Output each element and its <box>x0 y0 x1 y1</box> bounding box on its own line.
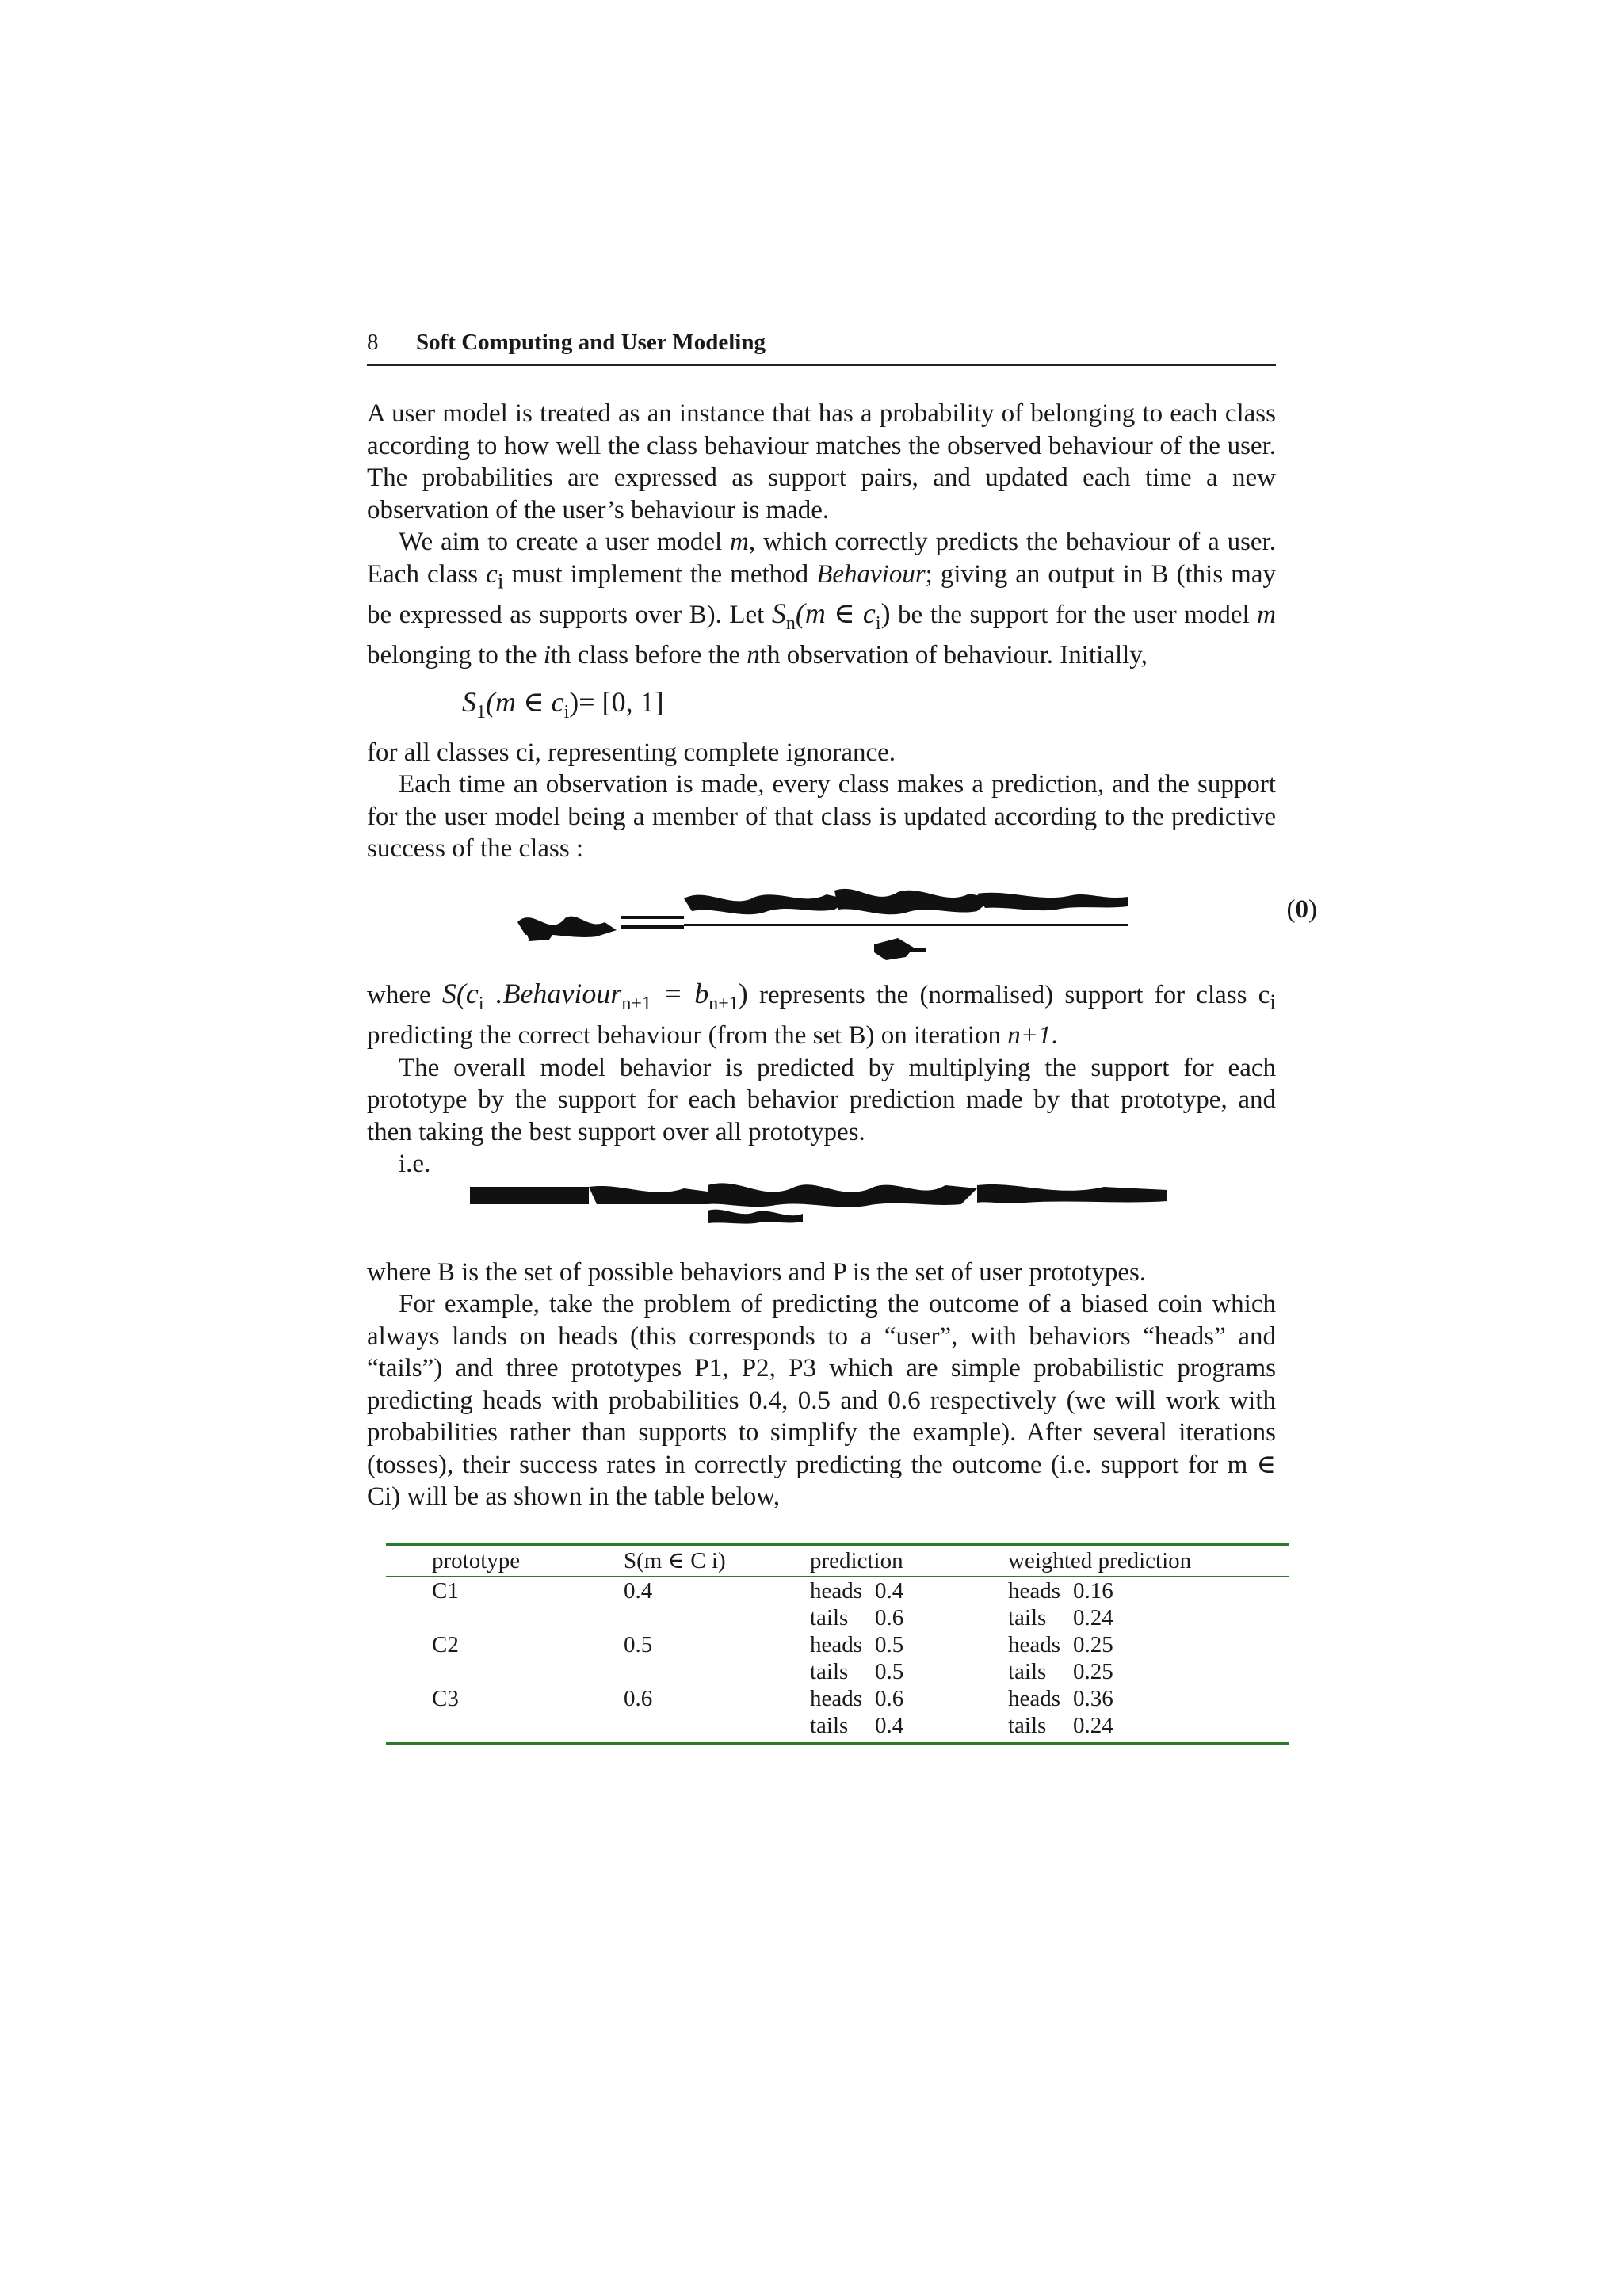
math-paren: (m ∈ c <box>486 685 564 718</box>
cell-prototype: C3 <box>386 1685 624 1744</box>
behavior-label: tails <box>810 1712 849 1738</box>
behavior-label: tails <box>1008 1658 1047 1684</box>
text-run: th class before the <box>550 641 747 670</box>
cell-weighted <box>1008 1577 1289 1631</box>
behavior-value: 0.6 <box>875 1685 904 1711</box>
text-run: where <box>367 980 442 1009</box>
behavior-value: 0.36 <box>1073 1685 1113 1711</box>
math-sub: i <box>1270 989 1276 1014</box>
column-header: prediction <box>810 1544 1008 1577</box>
text-run: represents the (normalised) support for class c <box>747 980 1270 1009</box>
math-sub: n+1 <box>708 993 739 1014</box>
math-paren: (m ∈ c <box>795 597 876 629</box>
behavior-value: 0.24 <box>1073 1604 1113 1630</box>
paragraph-7: where B is the set of possible behaviors and P is the set of user prototypes. <box>367 1257 1147 1287</box>
page-number: 8 <box>367 330 379 355</box>
equation-number: (0) <box>1286 894 1317 924</box>
math-i: i <box>543 641 551 670</box>
header-rule <box>367 364 1276 366</box>
method-name: Behaviour <box>816 559 926 589</box>
math-sub: i <box>875 612 881 634</box>
behavior-value: 0.25 <box>1073 1631 1113 1657</box>
text-run: , which correctly predicts the behaviour of a user. Each class <box>367 528 1276 589</box>
table-row <box>386 1577 1289 1631</box>
paragraph-3: for all classes ci, representing complete ignorance. <box>367 738 896 767</box>
weighted-pair <box>1008 1604 1289 1631</box>
behavior-value: 0.16 <box>1073 1577 1113 1604</box>
math-S: S <box>771 597 786 629</box>
text-run: must implement the method <box>503 559 817 589</box>
equation-update <box>367 870 1317 973</box>
behavior-value: 0.25 <box>1073 1658 1113 1684</box>
math-behaviour: .Behaviour <box>483 977 622 1009</box>
inline-math-support <box>441 977 748 1014</box>
math-m: m <box>730 528 749 556</box>
behavior-label: heads <box>810 1685 863 1711</box>
prototype-table <box>386 1543 1289 1745</box>
equation-initial <box>367 678 1276 726</box>
behavior-value: 0.4 <box>875 1577 904 1604</box>
behavior-label: tails <box>1008 1712 1047 1738</box>
paragraph-2 <box>367 526 1276 672</box>
cell-prototype: C2 <box>432 1631 459 1657</box>
cell-prediction <box>810 1631 1008 1685</box>
weighted-pair <box>1008 1631 1289 1658</box>
table-row <box>386 1631 1289 1685</box>
equation-number-value: 0 <box>1295 894 1308 924</box>
cell-weighted <box>1008 1685 1289 1744</box>
math-iteration: n+1 <box>1007 1021 1052 1051</box>
cell-support: 0.6 <box>624 1685 810 1744</box>
math-c: c <box>486 559 498 589</box>
column-header: S(m ∈ C i) <box>624 1544 810 1577</box>
behavior-value: 0.5 <box>875 1658 904 1684</box>
paragraph-6: The overall model behavior is predicted by multiplying the support for each prototype by the support for each behavior prediction made by that prototype, and then taking the best support over all prototypes. <box>367 1053 1276 1146</box>
weighted-pair <box>1008 1712 1289 1739</box>
math-S: S <box>462 685 476 718</box>
behavior-label: heads <box>1008 1577 1061 1604</box>
behavior-label: heads <box>1008 1631 1061 1657</box>
garbled-equation-image <box>502 883 1159 970</box>
behavior-value: 0.4 <box>875 1712 904 1738</box>
math-S: S(c <box>441 977 479 1009</box>
cell-weighted <box>1008 1631 1289 1685</box>
cell-prediction <box>810 1577 1008 1631</box>
math-m: m <box>1257 600 1276 629</box>
text-run: We aim to create a user model <box>399 528 731 556</box>
math-n: n <box>747 641 760 670</box>
math-sub: n+1 <box>621 993 651 1014</box>
prediction-pair <box>810 1577 1008 1604</box>
prediction-pair <box>810 1658 1008 1685</box>
prediction-pair <box>810 1631 1008 1658</box>
math-paren-close: ) <box>880 597 891 629</box>
prediction-pair <box>810 1712 1008 1739</box>
body-text <box>367 398 1317 1513</box>
behavior-value: 0.6 <box>875 1604 904 1630</box>
table-row <box>386 1685 1289 1744</box>
behavior-label: tails <box>1008 1604 1047 1630</box>
math-interval: )= [0, 1] <box>569 685 664 718</box>
text-run: belonging to the <box>367 641 544 670</box>
text-run: be the support for the user model <box>890 600 1258 629</box>
cell-support: 0.5 <box>624 1631 653 1657</box>
math-sub: n <box>785 612 796 634</box>
equation-overall <box>367 1185 1276 1252</box>
cell-prediction <box>810 1685 1008 1744</box>
math-paren-close: ) <box>738 977 748 1009</box>
table-header-row <box>386 1544 1289 1577</box>
inline-math-Sn <box>771 597 891 634</box>
behavior-label: heads <box>810 1631 863 1657</box>
garbled-equation-image <box>470 1176 1175 1231</box>
running-title: Soft Computing and User Modeling <box>416 330 766 355</box>
text-run: predicting the correct behaviour (from the set B) on iteration <box>367 1021 1008 1051</box>
behavior-label: heads <box>810 1577 863 1604</box>
math-sub: i <box>497 568 504 593</box>
cell-support: 0.4 <box>624 1577 653 1604</box>
text-run: ; giving an output in B (this may be expressed as supports over B). Let <box>367 559 1276 629</box>
weighted-pair <box>1008 1658 1289 1685</box>
running-head <box>367 325 1276 360</box>
prediction-pair <box>810 1685 1008 1712</box>
behavior-value: 0.24 <box>1073 1712 1113 1738</box>
weighted-pair <box>1008 1685 1289 1712</box>
paragraph-1: A user model is treated as an instance that has a probability of belonging to each class according to how well the class behaviour matches the observed behaviour of the user. The probabilities are expressed as support pairs, and updated each time a new observation of the user’s behaviour is made. <box>367 399 1276 524</box>
behavior-label: heads <box>1008 1685 1061 1711</box>
column-header: prototype <box>386 1544 624 1577</box>
behavior-label: tails <box>810 1604 849 1630</box>
paragraph-8: For example, take the problem of predicting the outcome of a biased coin which always lands on heads (this corresponds to a “user”, with behaviors “heads” and “tails”) and three prototypes P1, P2, P3 which are simple probabilistic programs predicting heads with probabilities 0.4, 0.5 and 0.6 respectively (we will work with probabilities rather than supports to simplify the example). After several iterations (tosses), their success rates in correctly predicting the outcome (i.e. support for m ∈ Ci) will be as shown in the table below, <box>367 1290 1276 1512</box>
document-page <box>367 325 1317 1745</box>
prediction-pair <box>810 1604 1008 1631</box>
paragraph-ie: i.e. <box>399 1150 431 1179</box>
weighted-pair <box>1008 1577 1289 1604</box>
paragraph-5 <box>367 978 1276 1052</box>
cell-prototype: C1 <box>432 1577 459 1604</box>
math-sub: i <box>563 701 570 723</box>
behavior-label: tails <box>810 1658 849 1684</box>
math-b: = b <box>651 977 709 1009</box>
column-header: weighted prediction <box>1008 1544 1289 1577</box>
math-sub: i <box>478 993 484 1014</box>
paragraph-4: Each time an observation is made, every class makes a prediction, and the support for the user model being a member of that class is updated according to the predictive success of the class : <box>367 770 1276 864</box>
text-run: th observation of behaviour. Initially, <box>759 641 1148 670</box>
behavior-value: 0.5 <box>875 1631 904 1657</box>
text-run: . <box>1051 1021 1058 1051</box>
math-sub: 1 <box>476 701 486 723</box>
